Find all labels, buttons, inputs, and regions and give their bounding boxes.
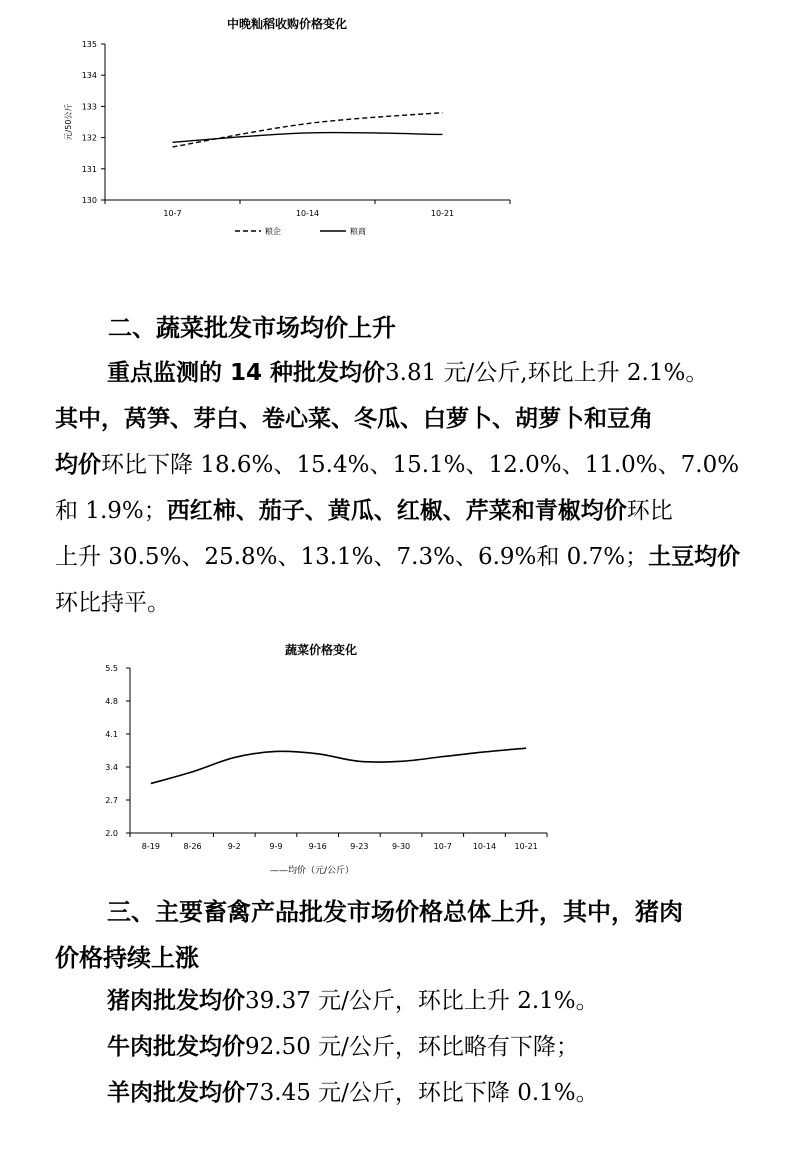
- section3-heading: [55, 890, 755, 980]
- chart2-y-tick-label: 4.8: [105, 697, 118, 706]
- section2-line: [55, 350, 755, 396]
- chart2-title: 蔬菜价格变化: [284, 643, 358, 657]
- chart1-series-line-0: [173, 113, 443, 147]
- rice-price-chart-svg: [55, 8, 525, 248]
- chart2-x-tick-label: 9-2: [227, 842, 241, 851]
- chart2-y-tick-label: 2.0: [105, 829, 118, 838]
- chart1-title: 中晚籼稻收购价格变化: [226, 17, 348, 31]
- chart2-x-tick-label: 8-19: [141, 842, 160, 851]
- chart2-series-line-0: [151, 748, 526, 783]
- section2-text-run: 3.81 元/公斤,环比上升 2.1%。: [385, 360, 709, 386]
- section3-heading-line1: 三、主要畜禽产品批发市场价格总体上升，其中，猪肉: [107, 898, 683, 926]
- section2-text-run: 环比持平。: [55, 590, 170, 616]
- section2-text-run: 环比: [626, 498, 673, 524]
- pork-price-line: [55, 978, 755, 1024]
- rice-price-chart: [55, 8, 525, 248]
- chart2-x-tick-label: 9-9: [269, 842, 283, 851]
- section2-text-run: 均价: [55, 452, 101, 478]
- mutton-label: 羊肉批发均价: [107, 1080, 245, 1106]
- beef-label: 牛肉批发均价: [107, 1034, 245, 1060]
- mutton-text: 73.45 元/公斤，环比下降 0.1%。: [245, 1080, 599, 1106]
- section2-line: [55, 488, 755, 534]
- chart2-x-tick-label: 10-21: [514, 842, 538, 851]
- chart2-x-tick-label: 8-26: [183, 842, 202, 851]
- chart1-legend-label: 粮商: [350, 227, 366, 236]
- section2-line: [55, 442, 755, 488]
- section2-line: [55, 580, 755, 626]
- chart1-legend-label: 粮企: [265, 227, 281, 236]
- chart1-y-axis-label: 元/50公斤: [64, 103, 73, 141]
- chart2-x-tick-label: 10-14: [472, 842, 497, 851]
- section3-body: [55, 978, 755, 1116]
- chart2-x-tick-label: 9-30: [391, 842, 411, 851]
- section2-line: [55, 534, 755, 580]
- chart1-x-tick-label: 10-7: [163, 209, 182, 218]
- pork-text: 39.37 元/公斤，环比上升 2.1%。: [245, 988, 599, 1014]
- chart1-y-tick-label: 131: [81, 164, 97, 174]
- beef-price-line: [55, 1024, 755, 1070]
- section2-text-run: 上升 30.5%、25.8%、13.1%、7.3%、6.9%和 0.7%；: [55, 544, 649, 570]
- section2-body: [55, 350, 755, 626]
- chart1-y-tick-label: 133: [81, 102, 97, 112]
- chart1-y-tick-label: 135: [81, 40, 97, 49]
- section2-text-run: 环比下降 18.6%、15.4%、15.1%、12.0%、11.0%、7.0%: [101, 452, 740, 478]
- chart2-y-tick-label: 2.7: [105, 796, 118, 805]
- section2-text-run: 和 1.9%；: [55, 498, 167, 524]
- chart1-y-tick-label: 134: [81, 71, 97, 81]
- section2-text-run: 土豆均价: [648, 544, 741, 570]
- chart2-y-tick-label: 5.5: [105, 664, 118, 673]
- chart1-x-tick-label: 10-21: [430, 209, 455, 218]
- vegetable-price-chart-svg: [85, 636, 565, 881]
- mutton-price-line: [55, 1070, 755, 1116]
- vegetable-price-chart: [85, 636, 565, 881]
- chart2-x-tick-label: 9-16: [308, 842, 327, 851]
- chart1-y-tick-label: 130: [81, 196, 97, 205]
- beef-text: 92.50 元/公斤，环比略有下降；: [245, 1034, 579, 1060]
- section2-line: [55, 396, 755, 442]
- chart2-y-tick-label: 4.1: [105, 730, 118, 739]
- chart2-x-tick-label: 9-23: [350, 842, 369, 851]
- section2-text-run: 重点监测的 14 种批发均价: [107, 360, 386, 386]
- section2-text-run: 西红柿、茄子、黄瓜、红椒、芹菜和青椒均价: [166, 498, 627, 524]
- section2-text-run: 其中，莴笋、芽白、卷心菜、冬瓜、白萝卜、胡萝卜和豆角: [55, 406, 653, 432]
- section2-heading: 二、蔬菜批发市场均价上升: [108, 314, 396, 342]
- chart1-x-tick-label: 10-14: [295, 209, 320, 218]
- chart1-series-line-1: [173, 133, 443, 143]
- chart2-x-tick-label: 10-7: [433, 842, 452, 851]
- chart1-y-tick-label: 132: [81, 133, 97, 143]
- chart2-legend-label: ——均价（元/公斤）: [270, 866, 355, 876]
- chart2-y-tick-label: 3.4: [105, 763, 118, 772]
- section3-heading-line2: 价格持续上涨: [55, 944, 199, 972]
- pork-label: 猪肉批发均价: [107, 988, 245, 1014]
